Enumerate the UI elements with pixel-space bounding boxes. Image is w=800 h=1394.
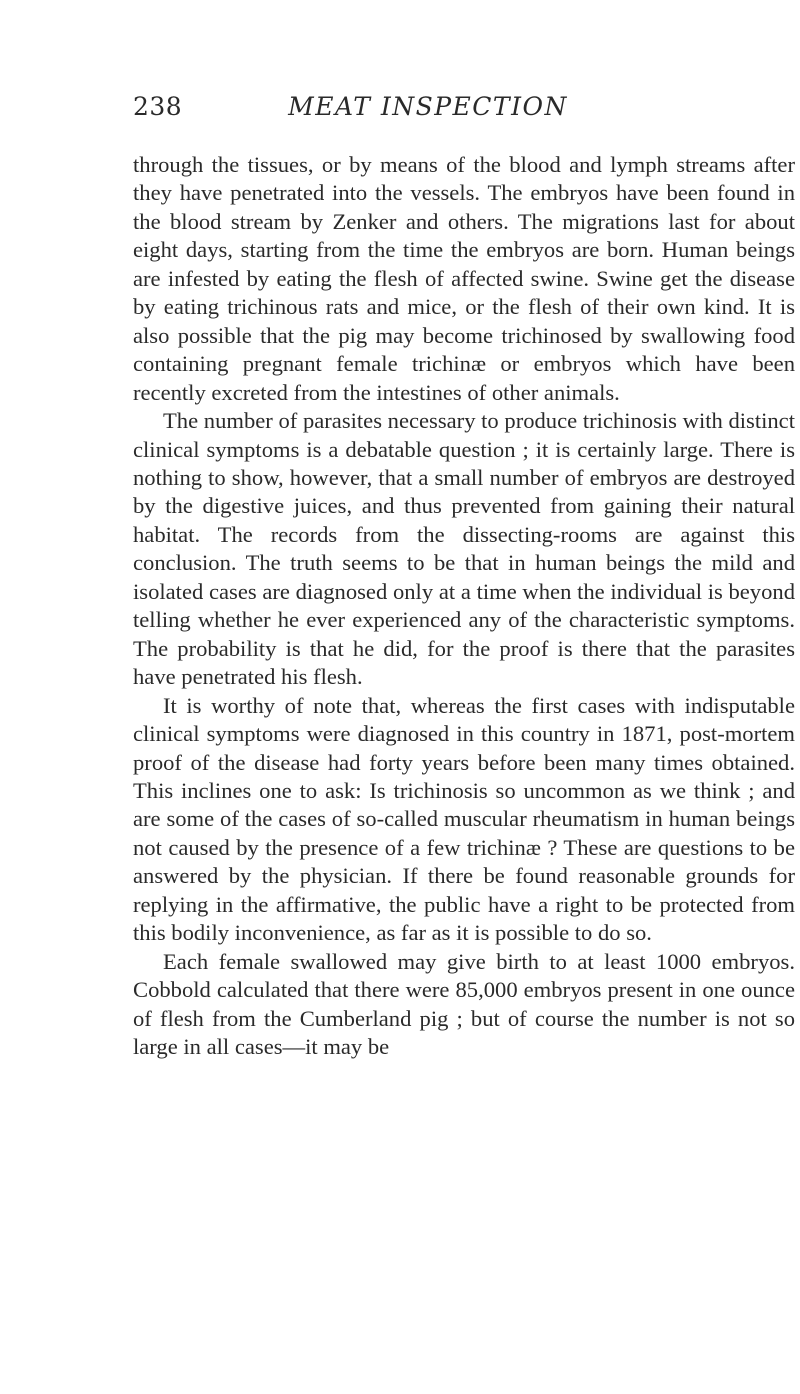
page-header [133, 92, 723, 126]
paragraph-continued: through the tissues, or by means of the blood and lymph streams after they have penetrated into the vessels. The embryos have been found in the blood stream by Zenker and others. The migrations last for about eight days, starting from the time the embryos are born. Human beings are infested by eating the flesh of affected swine. Swine get the disease by eating trichinous rats and mice, or the flesh of their own kind. It is also possible that the pig may become trichinosed by swallowing food containing pregnant female trichinæ or embryos which have been recently excreted from the intestines of other animals. [133, 152, 795, 405]
paragraph: It is worthy of note that, whereas the first cases with indisputable clinical symptoms were diagnosed in this country in 1871, post-mortem proof of the disease had forty years before been many times obtained. This inclines one to ask: Is trichinosis so uncommon as we think ; and are some of the cases of so-called muscular rheumatism in human beings not caused by the presence of a few trichinæ ? These are questions to be answered by the physician. If there be found reasonable grounds for replying in the affirmative, the public have a right to be protected from this bodily inconvenience, as far as it is possible to do so. [133, 692, 795, 946]
paragraph: The number of parasites necessary to produce trichinosis with distinct clinical symptoms is a debatable question ; it is certainly large. There is nothing to show, however, that a small number of embryos are destroyed by the digestive juices, and thus prevented from gaining their natural habitat. The records from the dissecting-rooms are against this conclusion. The truth seems to be that in human beings the mild and isolated cases are diagnosed only at a time when the individual is beyond telling whether he ever experienced any of the characteristic symptoms. The probability is that he did, for the proof is there that the parasites have penetrated his flesh. [133, 408, 795, 690]
paragraph: Each female swallowed may give birth to at least 1000 embryos. Cobbold calculated that there were 85,000 embryos present in one ounce of flesh from the Cumberland pig ; but of course the number is not so large in all cases—it may be [133, 948, 795, 1060]
page-number: 238 [133, 92, 183, 121]
body-text [133, 151, 795, 1062]
running-head: MEAT INSPECTION [288, 92, 568, 121]
